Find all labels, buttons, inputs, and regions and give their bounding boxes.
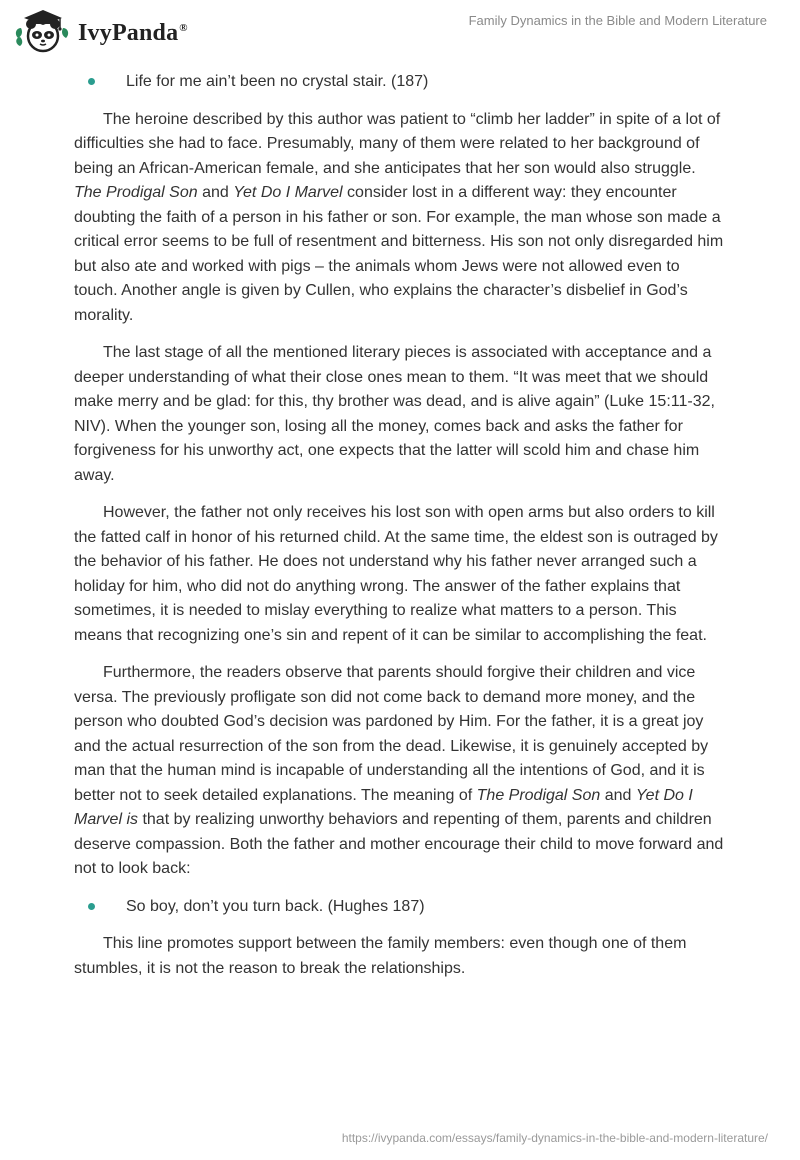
- work-title: Yet Do I Marvel: [233, 184, 343, 201]
- work-title: The Prodigal Son: [74, 184, 198, 201]
- work-title: Yet Do I Marvel is: [74, 786, 693, 828]
- brand-name: IvyPanda®: [78, 20, 188, 46]
- quote-bullet: [74, 70, 726, 95]
- quote-text: So boy, don’t you turn back. (Hughes 187): [126, 897, 425, 915]
- source-url-link[interactable]: https://ivypanda.com/essays/family-dynamics-in-the-bible-and-modern-literature/: [341, 1131, 768, 1145]
- quote-bullet: [74, 895, 726, 920]
- bullet-dot-icon: [88, 903, 95, 910]
- work-title: The Prodigal Son: [476, 786, 601, 804]
- paragraph: This line promotes support between the family members: even though one of them stumbles, it is not the reason to break the relationships.: [74, 935, 687, 977]
- essay-body: [74, 70, 726, 994]
- ivypanda-logo[interactable]: [14, 8, 214, 54]
- registered-mark: ®: [179, 22, 188, 34]
- panda-graduate-icon: [14, 8, 72, 54]
- paragraph: However, the father not only receives his lost son with open arms but also orders to kill the fatted calf in honor of his returned child. At the same time, the eldest son is outraged by the behavior of his father. He does not understand why his father never arranged such a holiday for him, who did not do anything wrong. The answer of the father explains that sometimes, it is needed to mislay everything to realize what matters to a person. This means that recognizing one’s sin and repent of it can be similar to accomplishing the feat.: [74, 504, 718, 644]
- quote-text: Life for me ain’t been no crystal stair. (187): [126, 73, 429, 90]
- page-header: [0, 0, 800, 60]
- paragraph: The heroine described by this author was patient to “climb her ladder” in spite of a lot of difficulties she had to face. Presumably, many of them were related to her background of being an African-American female, and she anticipates that her son would also struggle. The Prodigal Son and Yet Do I Marvel consider lost in a different way: they encounter doubting the faith of a person in his father or son. For example, the man whose son made a critical error seems to be full of resentment and bitterness. His son not only disregarded him but also ate and worked with pigs – the animals whom Jews were not allowed even to touch. Another angle is given by Cullen, who explains the character’s disbelief in God’s morality.: [74, 110, 724, 324]
- paragraph: Furthermore, the readers observe that parents should forgive their children and vice versa. The previously profligate son did not come back to demand more money, and the person who doubted God’s decision was pardoned by Him. For the father, it is a great joy and the actual resurrection of the son from the dead. Likewise, it is genuinely accepted by man that the human mind is incapable of understanding all the intentions of God, and it is better not to seek detailed explanations. The meaning of The Prodigal Son and Yet Do I Marvel is that by realizing unworthy behaviors and repenting of them, parents and children deserve compassion. Both the father and mother encourage their child to move forward and not to look back:: [74, 664, 724, 877]
- bullet-dot-icon: [88, 78, 95, 85]
- running-title: Family Dynamics in the Bible and Modern Literature: [468, 13, 767, 28]
- paragraph: The last stage of all the mentioned literary pieces is associated with acceptance and a deeper understanding of what their close ones mean to them. “It was meet that we should make merry and be glad: for this, thy brother was dead, and is alive again” (Luke 15:11-32, NIV). When the younger son, losing all the money, comes back and asks the father for forgiveness for his unworthy act, one expects that the latter will scold him and chase him away.: [74, 344, 715, 484]
